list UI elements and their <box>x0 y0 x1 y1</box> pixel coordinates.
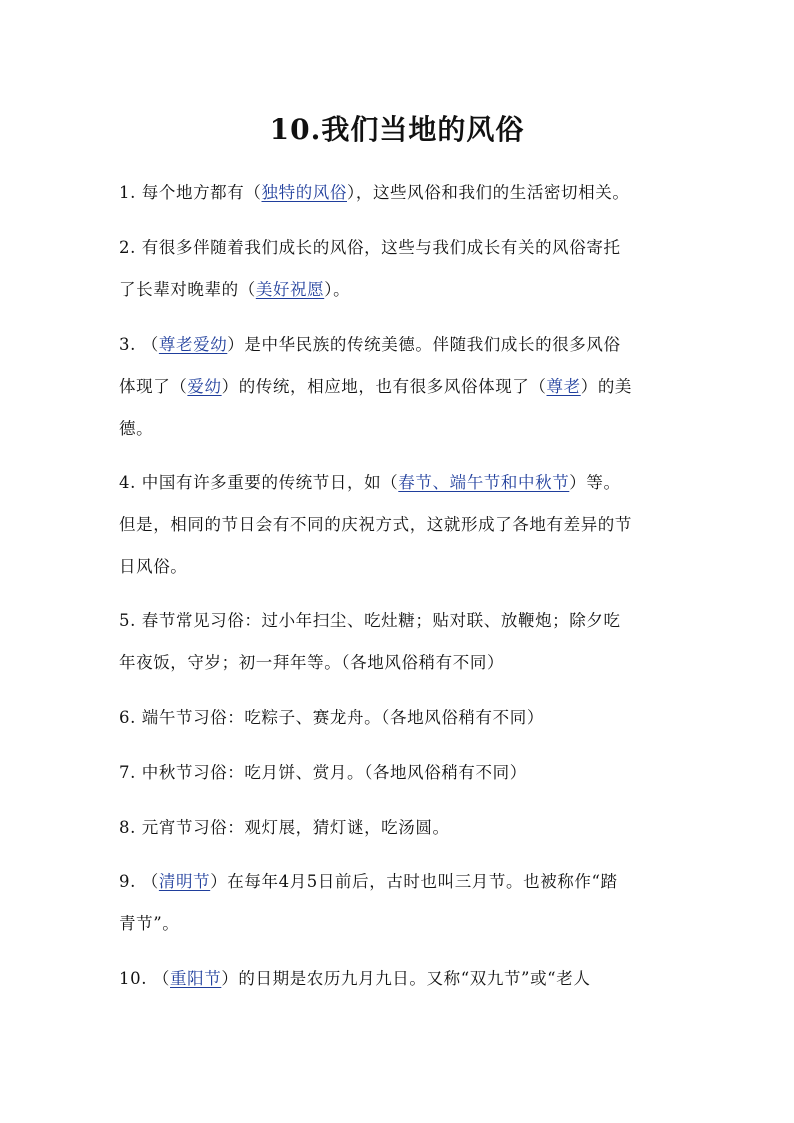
item-8-line-1: 8. 元宵节习俗：观灯展，猜灯谜，吃汤圆。 <box>119 818 450 837</box>
item-1-text: ），这些风俗和我们的生活密切相关。 <box>347 183 630 202</box>
item-3-answer: 爱幼 <box>187 377 222 396</box>
item-5-line-2: 年夜饭，守岁；初一拜年等。（各地风俗稍有不同） <box>119 653 505 672</box>
item-9-line-1 <box>119 870 689 894</box>
item-2-text: ）。 <box>324 280 351 299</box>
item-4-answer: 春节、端午节和中秋节 <box>398 473 570 492</box>
item-3-text: 3. （ <box>119 335 159 354</box>
item-3-line-2 <box>119 375 689 399</box>
item-5-line-1: 5. 春节常见习俗：过小年扫尘、吃灶糖；贴对联、放鞭炮；除夕吃 <box>119 611 621 630</box>
item-2-line-2 <box>119 278 689 302</box>
item-2-text: 了长辈对晚辈的（ <box>119 280 256 299</box>
item-4-line-1 <box>119 471 689 495</box>
item-9-text: ）在每年4月5日前后，古时也叫三月节。也被称作“踏 <box>210 872 618 891</box>
page-title: 10.我们当地的风俗 <box>269 113 525 146</box>
item-3-answer: 尊老爱幼 <box>158 335 228 354</box>
item-3-text: ）的美 <box>580 377 633 396</box>
item-3-text: ）是中华民族的传统美德。伴随我们成长的很多风俗 <box>227 335 621 354</box>
item-4-line-2: 但是，相同的节日会有不同的庆祝方式，这就形成了各地有差异的节 <box>119 515 632 534</box>
item-2-answer: 美好祝愿 <box>255 280 325 299</box>
item-4-text: ）等。 <box>569 473 621 492</box>
item-10-text: 10. （ <box>119 969 170 988</box>
item-4-line-3: 日风俗。 <box>119 557 188 576</box>
item-10-answer: 重阳节 <box>170 969 222 988</box>
item-10-text: ）的日期是农历九月九日。又称“双九节”或“老人 <box>221 969 591 988</box>
item-3-line-1 <box>119 333 689 357</box>
item-4-text: 4. 中国有许多重要的传统节日，如（ <box>119 473 399 492</box>
item-1-answer: 独特的风俗 <box>261 183 347 202</box>
item-3-text: ）的传统，相应地，也有很多风俗体现了（ <box>221 377 547 396</box>
item-9-text: 9. （ <box>119 872 159 891</box>
item-3-line-3: 德。 <box>119 419 154 438</box>
item-2-line-1: 2. 有很多伴随着我们成长的风俗，这些与我们成长有关的风俗寄托 <box>119 238 621 257</box>
item-7-line-1: 7. 中秋节习俗：吃月饼、赏月。（各地风俗稍有不同） <box>119 763 527 782</box>
item-9-answer: 清明节 <box>158 872 211 891</box>
item-1-text: 1. 每个地方都有（ <box>119 183 262 202</box>
item-6-line-1: 6. 端午节习俗：吃粽子、赛龙舟。（各地风俗稍有不同） <box>119 708 544 727</box>
item-3-text: 体现了（ <box>119 377 188 396</box>
item-10-line-1 <box>119 967 689 991</box>
item-1-line-1 <box>119 181 689 205</box>
item-3-answer: 尊老 <box>546 377 581 396</box>
item-9-line-2: 青节”。 <box>119 914 180 933</box>
